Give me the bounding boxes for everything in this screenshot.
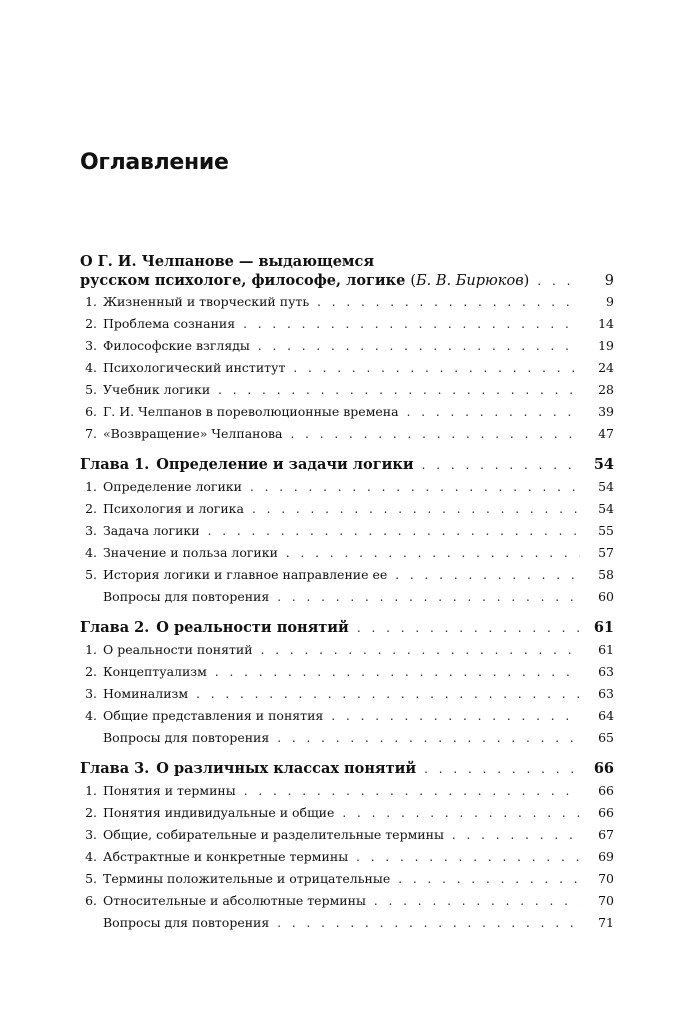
chapter-section xyxy=(80,453,614,608)
entry-title: Общие представления и понятия xyxy=(103,708,324,723)
entry-page-number: 54 xyxy=(598,501,614,516)
entry-title: Вопросы для повторения xyxy=(103,730,270,745)
toc-entry xyxy=(80,498,614,520)
chapter-heading xyxy=(80,453,614,476)
entry-page-number: 57 xyxy=(598,545,614,560)
toc-entry xyxy=(80,586,614,608)
entry-title: Термины положительные и отрицательные xyxy=(103,871,391,886)
entry-page-number: 39 xyxy=(598,404,614,419)
dot-leader xyxy=(395,564,580,586)
chapter-heading xyxy=(80,616,614,639)
entry-title: Относительные и абсолютные термины xyxy=(103,893,366,908)
entry-number: 5. xyxy=(85,382,97,397)
toc-entry xyxy=(80,780,614,802)
entry-page-number: 65 xyxy=(598,730,614,745)
entry-number: 5. xyxy=(85,871,97,886)
entry-number: 1. xyxy=(85,642,97,657)
intro-title-text: русском психологе, философе, логике xyxy=(80,272,406,289)
toc-entry xyxy=(80,846,614,868)
entry-page-number: 19 xyxy=(598,338,614,353)
toc-entry xyxy=(80,542,614,564)
entry-number: 1. xyxy=(85,294,97,309)
dot-leader xyxy=(422,454,580,477)
entry-number: 1. xyxy=(85,783,97,798)
toc-entry xyxy=(80,313,614,335)
entry-number: 2. xyxy=(85,316,97,331)
dot-leader xyxy=(374,890,580,912)
entry-number: 4. xyxy=(85,545,97,560)
entry-page-number: 9 xyxy=(606,294,614,309)
entry-page-number: 64 xyxy=(598,708,614,723)
entry-title: О реальности понятий xyxy=(103,642,253,657)
entry-number: 2. xyxy=(85,805,97,820)
toc-entry xyxy=(80,639,614,661)
intro-title-line-2 xyxy=(80,271,614,291)
dot-leader xyxy=(317,291,580,313)
entry-page-number: 66 xyxy=(598,783,614,798)
entry-number: 3. xyxy=(85,338,97,353)
entry-title: Г. И. Челпанов в пореволюционные времена xyxy=(103,404,399,419)
dot-leader xyxy=(218,379,580,401)
dot-leader xyxy=(261,639,580,661)
dot-leader xyxy=(357,617,580,640)
entry-number: 6. xyxy=(85,893,97,908)
entry-page-number: 47 xyxy=(598,426,614,441)
entry-page-number: 61 xyxy=(598,642,614,657)
entry-title: «Возвращение» Челпанова xyxy=(103,426,283,441)
entry-page-number: 60 xyxy=(598,589,614,604)
chapter-page-number: 66 xyxy=(593,760,614,777)
chapter-section xyxy=(80,757,614,934)
toc-entry xyxy=(80,890,614,912)
dot-leader xyxy=(250,476,580,498)
chapter-title: О реальности понятий xyxy=(156,619,349,636)
entry-page-number: 24 xyxy=(598,360,614,375)
toc-entry xyxy=(80,868,614,890)
chapter-page-number: 61 xyxy=(593,619,614,636)
chapter-title: О различных классах понятий xyxy=(156,760,417,777)
entry-page-number: 71 xyxy=(598,915,614,930)
dot-leader xyxy=(244,780,580,802)
entry-number: 4. xyxy=(85,708,97,723)
entry-number: 4. xyxy=(85,849,97,864)
chapter-heading xyxy=(80,757,614,780)
dot-leader xyxy=(291,423,581,445)
dot-leader xyxy=(243,313,580,335)
toc-entry xyxy=(80,520,614,542)
entry-title: Общие, собирательные и разделительные термины xyxy=(103,827,444,842)
intro-section xyxy=(80,252,614,291)
toc-entry xyxy=(80,423,614,445)
chapter-label: Глава 1. xyxy=(80,456,150,473)
entry-page-number: 54 xyxy=(598,479,614,494)
entry-title: Психологический институт xyxy=(103,360,286,375)
entry-number: 3. xyxy=(85,827,97,842)
toc-entry xyxy=(80,335,614,357)
entry-title: Задача логики xyxy=(103,523,200,538)
entry-title: Вопросы для повторения xyxy=(103,915,270,930)
entry-title: Значение и польза логики xyxy=(103,545,278,560)
entry-number: 4. xyxy=(85,360,97,375)
entry-page-number: 28 xyxy=(598,382,614,397)
entry-page-number: 58 xyxy=(598,567,614,582)
entry-page-number: 69 xyxy=(598,849,614,864)
toc-entry xyxy=(80,912,614,934)
toc-entry xyxy=(80,564,614,586)
entry-title: Учебник логики xyxy=(103,382,211,397)
entry-title: Понятия и термины xyxy=(103,783,236,798)
entry-title: Понятия индивидуальные и общие xyxy=(103,805,335,820)
dot-leader xyxy=(252,498,580,520)
toc-entry xyxy=(80,705,614,727)
entry-title: Вопросы для повторения xyxy=(103,589,270,604)
table-of-contents xyxy=(80,252,614,934)
toc-entry xyxy=(80,683,614,705)
toc-entry xyxy=(80,661,614,683)
toc-entry xyxy=(80,401,614,423)
entry-title: Психология и логика xyxy=(103,501,244,516)
entry-page-number: 67 xyxy=(598,827,614,842)
entry-page-number: 14 xyxy=(598,316,614,331)
chapter-title: Определение и задачи логики xyxy=(156,456,414,473)
entry-number: 5. xyxy=(85,567,97,582)
dot-leader xyxy=(342,802,580,824)
entry-number: 2. xyxy=(85,664,97,679)
entry-page-number: 63 xyxy=(598,664,614,679)
chapter-page-number: 54 xyxy=(593,456,614,473)
dot-leader xyxy=(258,335,580,357)
intro-author-open: ( xyxy=(410,273,417,289)
toc-entry xyxy=(80,476,614,498)
dot-leader xyxy=(277,912,580,934)
entry-title: Проблема сознания xyxy=(103,316,236,331)
dot-leader xyxy=(331,705,580,727)
dot-leader xyxy=(452,824,580,846)
dot-leader xyxy=(277,727,580,749)
entry-number: 2. xyxy=(85,501,97,516)
entry-title: Номинализм xyxy=(103,686,189,701)
toc-entry xyxy=(80,357,614,379)
dot-leader xyxy=(208,520,580,542)
dot-leader xyxy=(398,868,580,890)
dot-leader xyxy=(537,272,580,291)
entry-title: Абстрактные и конкретные термины xyxy=(103,849,349,864)
entry-number: 1. xyxy=(85,479,97,494)
entry-page-number: 70 xyxy=(598,893,614,908)
toc-entry xyxy=(80,727,614,749)
entry-page-number: 66 xyxy=(598,805,614,820)
toc-entry xyxy=(80,824,614,846)
entry-title: Жизненный и творческий путь xyxy=(103,294,310,309)
chapter-section xyxy=(80,616,614,749)
entry-title: Определение логики xyxy=(103,479,242,494)
intro-page-number: 9 xyxy=(604,273,614,289)
dot-leader xyxy=(293,357,580,379)
toc-entry xyxy=(80,291,614,313)
page-title: Оглавление xyxy=(80,150,229,175)
entry-number: 6. xyxy=(85,404,97,419)
entry-title: Философские взгляды xyxy=(103,338,250,353)
dot-leader xyxy=(407,401,580,423)
dot-leader xyxy=(356,846,580,868)
entry-number: 3. xyxy=(85,686,97,701)
intro-title-line-1: О Г. И. Челпанове — выдающемся xyxy=(80,253,375,270)
dot-leader xyxy=(277,586,580,608)
entry-title: Концептуализм xyxy=(103,664,207,679)
intro-author: Б. В. Бирюков xyxy=(416,273,524,289)
toc-entry xyxy=(80,802,614,824)
dot-leader xyxy=(424,758,580,781)
entry-page-number: 70 xyxy=(598,871,614,886)
entry-number: 3. xyxy=(85,523,97,538)
dot-leader xyxy=(196,683,580,705)
entry-page-number: 55 xyxy=(598,523,614,538)
dot-leader xyxy=(215,661,580,683)
chapter-label: Глава 2. xyxy=(80,619,150,636)
entry-page-number: 63 xyxy=(598,686,614,701)
intro-author-close: ) xyxy=(523,273,530,289)
toc-entry xyxy=(80,379,614,401)
entry-number: 7. xyxy=(85,426,97,441)
entry-title: История логики и главное направление ее xyxy=(103,567,388,582)
dot-leader xyxy=(286,542,580,564)
chapter-label: Глава 3. xyxy=(80,760,150,777)
